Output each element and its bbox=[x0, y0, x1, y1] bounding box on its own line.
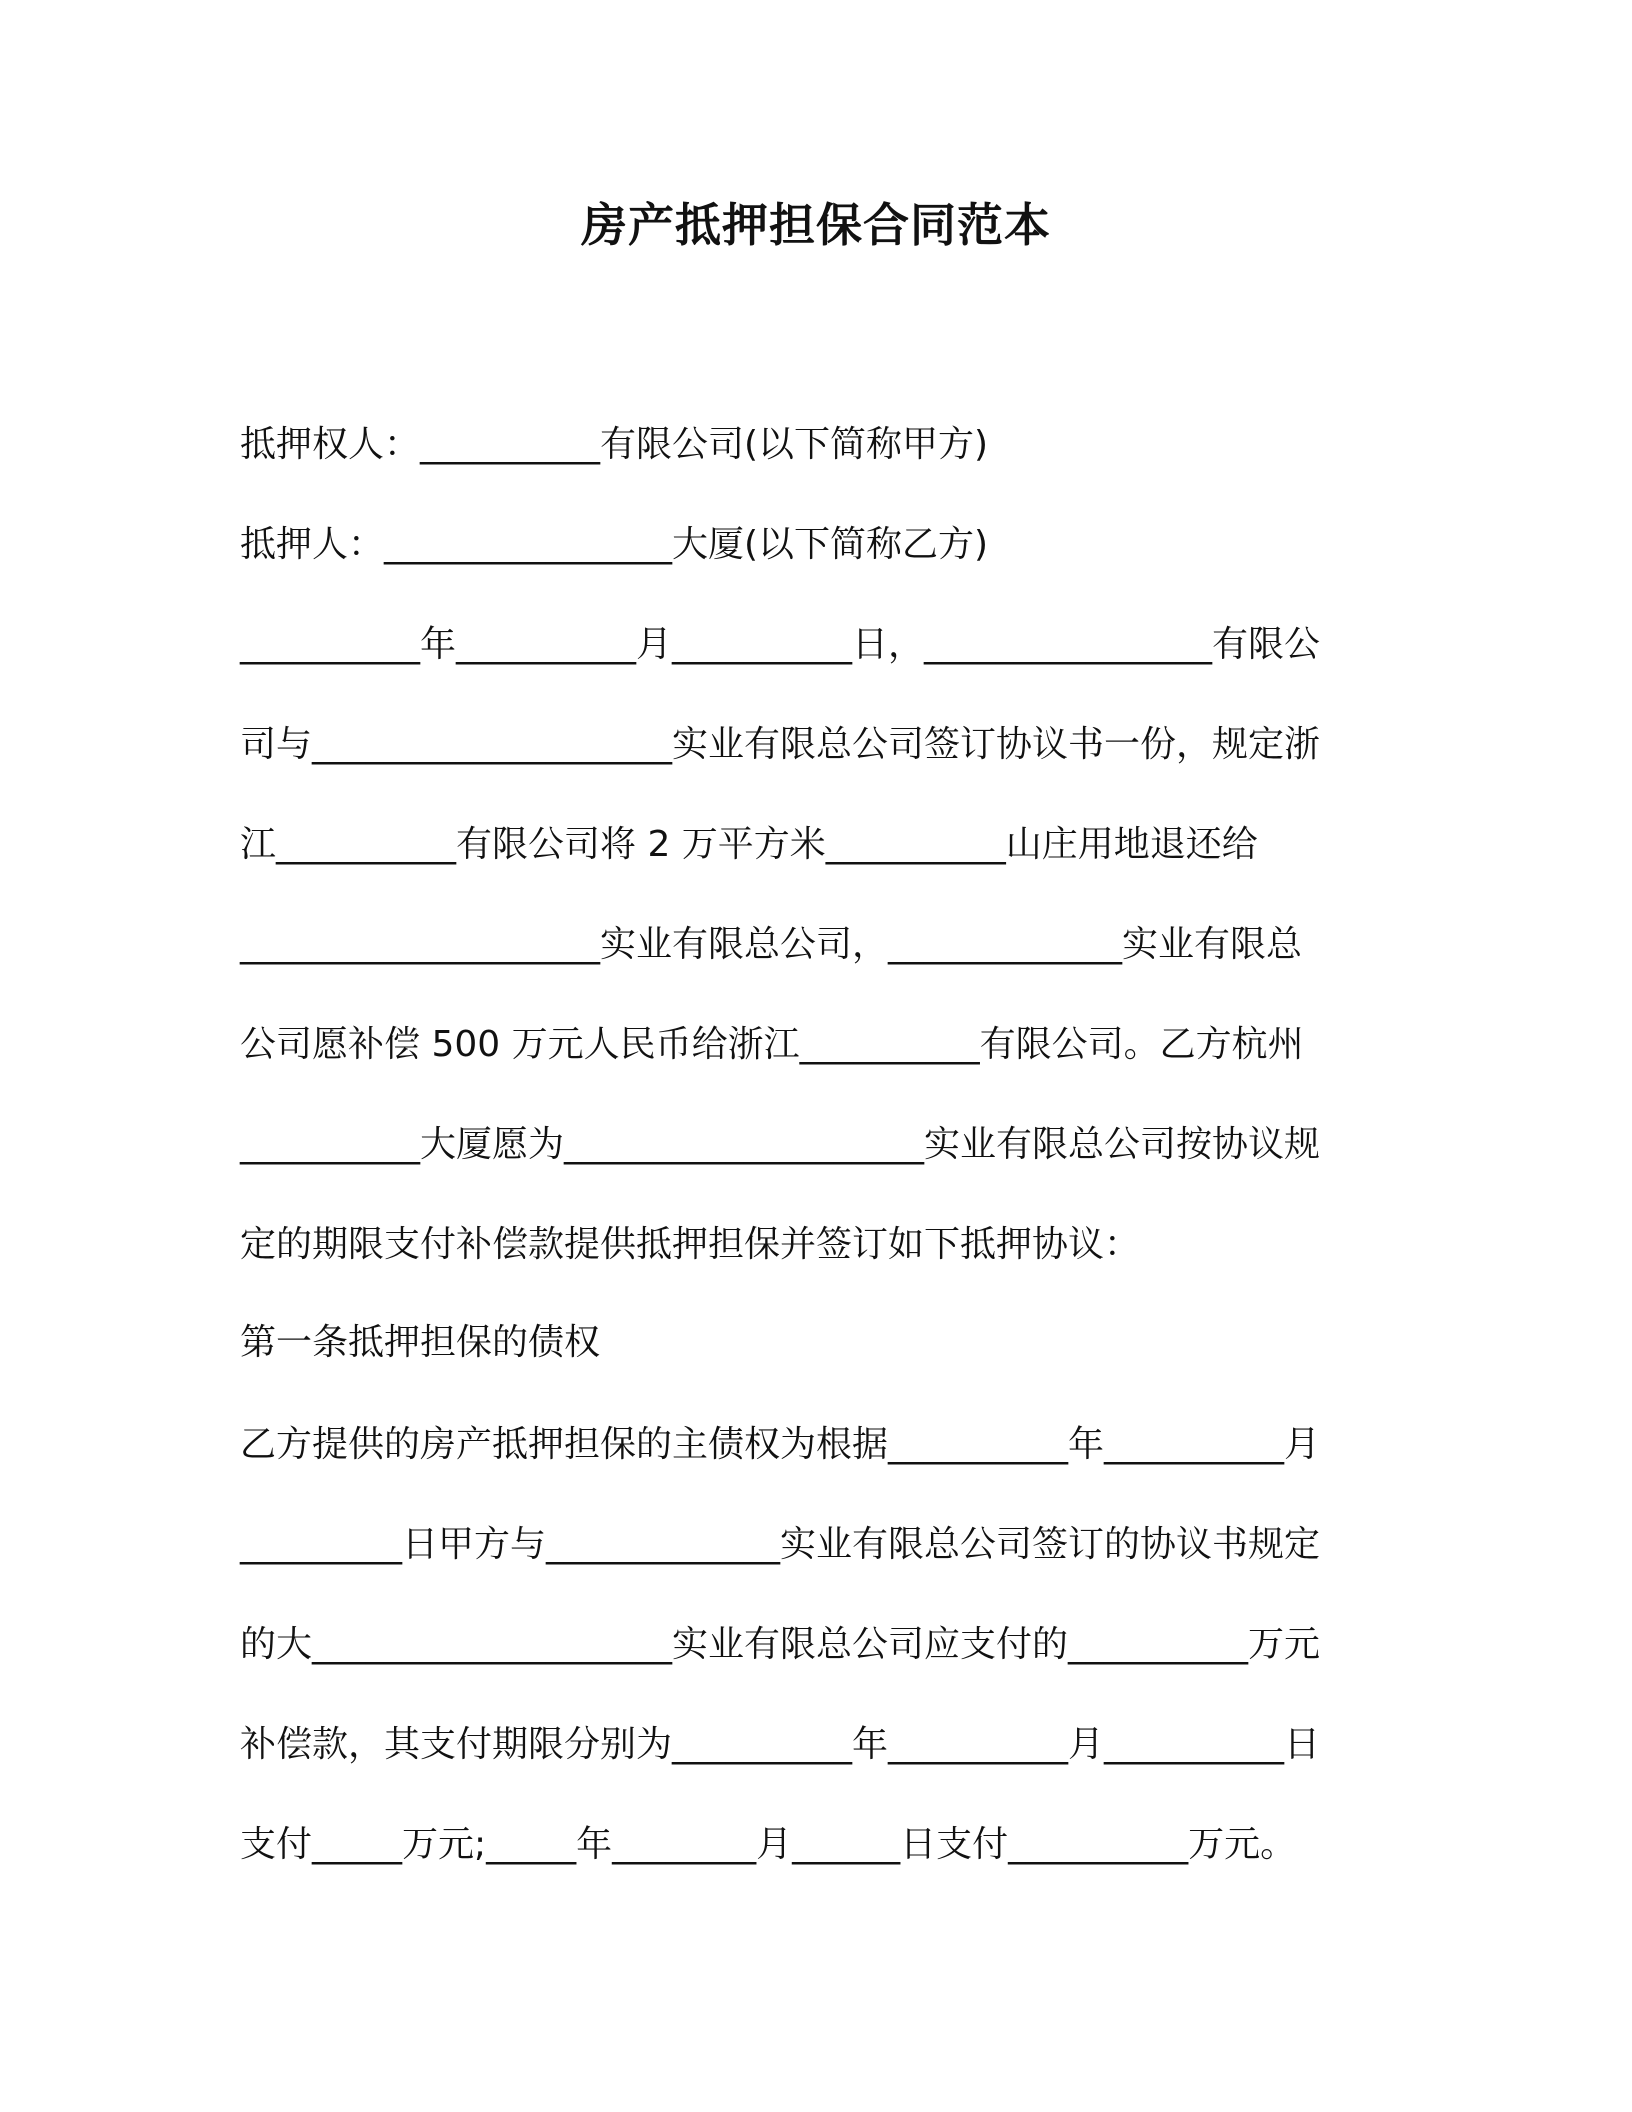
paragraph-line: 补偿款，其支付期限分别为__________年__________月__________日 bbox=[240, 1724, 1321, 1765]
paragraph-line: __________大厦愿为____________________实业有限总公司按协议规 bbox=[240, 1124, 1321, 1165]
paragraph-line: 公司愿补偿 500 万元人民币给浙江__________有限公司。乙方杭州 bbox=[240, 1024, 1304, 1065]
paragraph-line: _________日甲方与_____________实业有限总公司签订的协议书规定 bbox=[240, 1524, 1321, 1565]
section-heading: 第一条抵押担保的债权 bbox=[240, 1322, 601, 1363]
paragraph-line: 支付_____万元;_____年________月______日支付__________万元。 bbox=[240, 1824, 1297, 1865]
paragraph-line: 司与____________________实业有限总公司签订协议书一份，规定浙 bbox=[240, 724, 1321, 765]
document-title: 房产抵押担保合同范本 bbox=[581, 198, 1051, 252]
paragraph-line: 江__________有限公司将 2 万平方米__________山庄用地退还给 bbox=[240, 824, 1258, 865]
paragraph-line: 乙方提供的房产抵押担保的主债权为根据__________年__________月 bbox=[240, 1424, 1321, 1465]
paragraph-line: __________年__________月__________日，________________有限公 bbox=[240, 624, 1320, 665]
paragraph-line: 的大____________________实业有限总公司应支付的__________万元 bbox=[240, 1624, 1321, 1665]
paragraph-line: 定的期限支付补偿款提供抵押担保并签订如下抵押协议： bbox=[240, 1224, 1141, 1265]
paragraph-line: ____________________实业有限总公司，_____________实业有限总 bbox=[240, 924, 1303, 965]
paragraph-line: 抵押权人：__________有限公司(以下简称甲方) bbox=[240, 424, 989, 465]
paragraph-line: 抵押人：________________大厦(以下简称乙方) bbox=[240, 524, 989, 565]
